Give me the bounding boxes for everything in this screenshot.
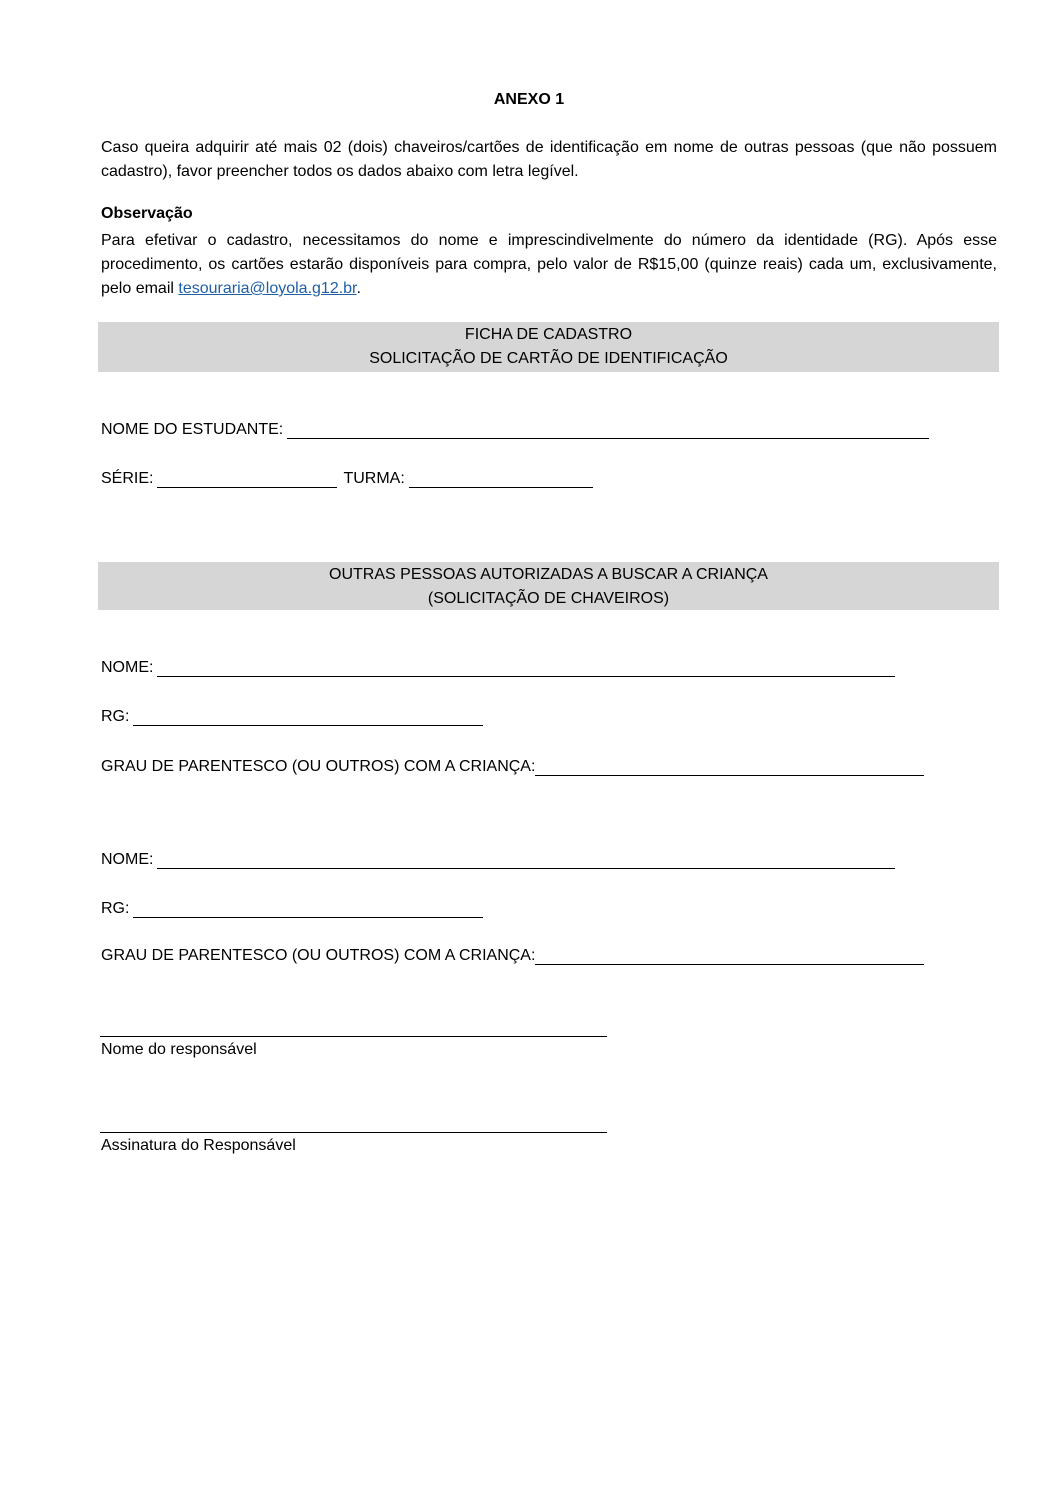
observation-text: Para efetivar o cadastro, necessitamos do nome e imprescindivelmente do número da identidade (RG). Após esse procedimento, os cartões estarão disponíveis para compra, pelo valor de R$15,00 (quinze reais) cada um, exclusivamente, pelo email [101,232,997,297]
relation-label: GRAU DE PARENTESCO (OU OUTROS) COM A CRIANÇA: [101,758,536,775]
student-name-label: NOME DO ESTUDANTE: [101,421,284,438]
rg-line[interactable] [133,901,483,918]
intro-paragraph: Caso queira adquirir até mais 02 (dois) chaveiros/cartões de identificação em nome de outras pessoas (que não possuem cadastro), favor preencher todos os dados abaixo com letra legível. [101,139,997,180]
student-name-line[interactable] [287,422,929,439]
document-title: ANEXO 1 [493,91,565,108]
relation-line[interactable] [535,759,924,776]
person2-name-field [101,851,895,869]
relation-label: GRAU DE PARENTESCO (OU OUTROS) COM A CRIANÇA: [101,947,536,964]
name-label: NOME: [101,851,154,868]
responsible-signature-line[interactable] [100,1132,607,1133]
rg-line[interactable] [133,709,483,726]
name-line[interactable] [157,852,895,869]
email-link[interactable]: tesouraria@loyola.g12.br [178,280,357,297]
person1-rg-field [101,708,483,726]
serie-line[interactable] [157,471,337,488]
responsible-name-label: Nome do responsável [101,1041,257,1058]
person2-relation-field [101,947,924,965]
rg-label: RG: [101,708,130,725]
responsible-signature-label: Assinatura do Responsável [101,1137,296,1154]
section-header-registration [98,322,999,372]
section-header-line2: SOLICITAÇÃO DE CARTÃO DE IDENTIFICAÇÃO [369,350,728,367]
observation-text-end: . [356,280,361,297]
name-line[interactable] [157,660,895,677]
serie-turma-field [101,470,593,488]
person1-relation-field [101,758,924,776]
student-name-field [101,421,929,439]
serie-label: SÉRIE: [101,470,154,487]
section-header-line1: FICHA DE CADASTRO [464,326,633,343]
turma-line[interactable] [409,471,593,488]
name-label: NOME: [101,659,154,676]
section-header-line1: OUTRAS PESSOAS AUTORIZADAS A BUSCAR A CRIANÇA [329,566,768,583]
turma-label: TURMA: [343,470,405,487]
observation-paragraph [101,229,997,301]
section-header-authorized [98,562,999,610]
relation-line[interactable] [535,948,924,965]
person2-rg-field [101,900,483,918]
rg-label: RG: [101,900,130,917]
responsible-name-line[interactable] [100,1036,607,1037]
person1-name-field [101,659,895,677]
observation-heading: Observação [101,205,193,222]
section-header-line2: (SOLICITAÇÃO DE CHAVEIROS) [427,590,670,607]
